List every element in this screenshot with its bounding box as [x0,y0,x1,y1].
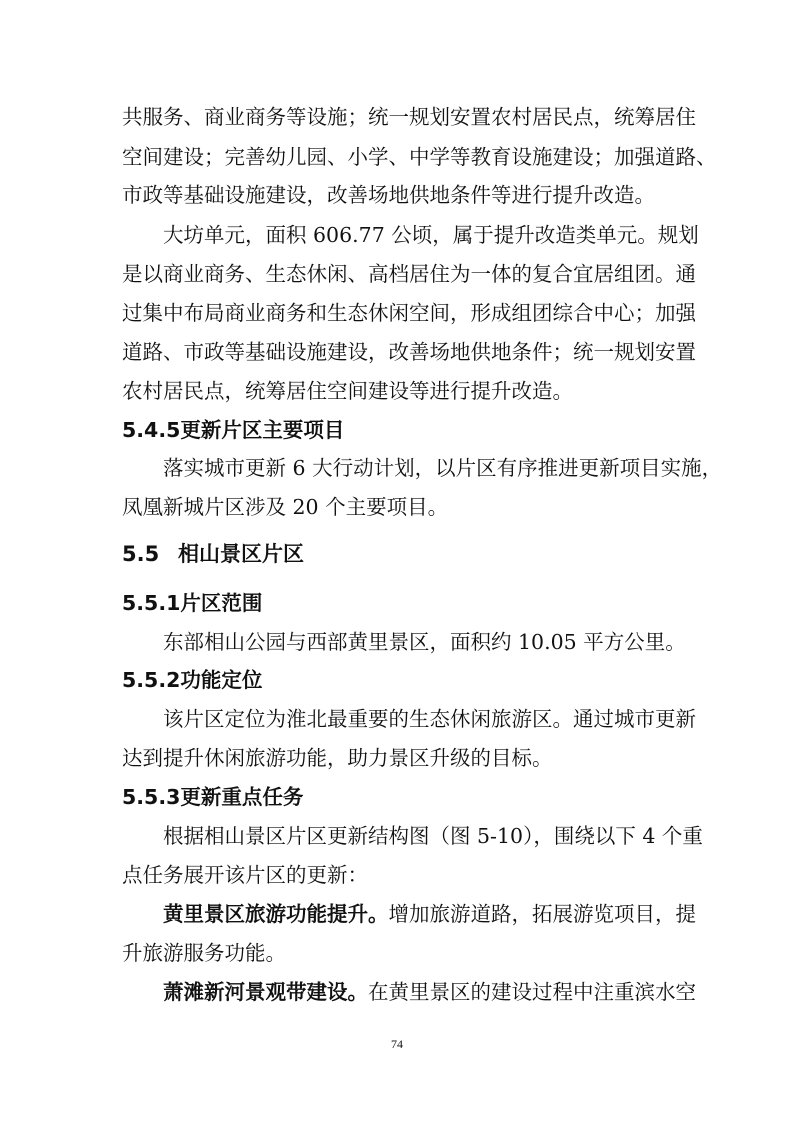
text-line: 根据相山景区片区更新结构图（图 5-10），围绕以下 4 个重 [163,824,703,848]
text-line: 是以商业商务、生态休闲、高档居住为一体的复合宜居组团。通 [122,262,696,286]
text-line: 过集中布局商业商务和生态休闲空间，形成组团综合中心；加强 [122,301,696,325]
line-rest: 在黄里景区的建设过程中注重滨水空 [368,980,696,1004]
section-heading-5-5-1: 5.5.1片区范围 [122,591,263,615]
section-heading-5-5 [122,540,304,568]
text-line: 大坊单元，面积 606.77 公顷，属于提升改造类单元。规划 [163,223,699,247]
text-line: 落实城市更新 6 大行动计划，以片区有序推进更新项目实施， [163,456,723,480]
section-title: 相山景区片区 [178,542,304,566]
page-number: 74 [391,1037,403,1051]
text-line: 市政等基础设施建设，改善场地供地条件等进行提升改造。 [122,183,655,207]
bold-lead: 黄里景区旅游功能提升。 [163,902,389,926]
text-line: 达到提升休闲旅游功能，助力景区升级的目标。 [122,746,553,770]
text-line: 共服务、商业商务等设施；统一规划安置农村居民点，统筹居住 [122,105,696,129]
text-line: 升旅游服务功能。 [122,941,286,965]
text-line [163,978,696,1006]
section-heading-5-5-2: 5.5.2功能定位 [122,668,263,692]
text-line: 该片区定位为淮北最重要的生态休闲旅游区。通过城市更新 [163,707,696,731]
text-line: 凤凰新城片区涉及 20 个主要项目。 [122,495,449,519]
text-line: 农村居民点，统筹居住空间建设等进行提升改造。 [122,379,573,403]
text-line: 空间建设；完善幼儿园、小学、中学等教育设施建设；加强道路、 [122,145,717,169]
text-line: 点任务展开该片区的更新： [122,863,368,887]
section-number: 5.5 [122,542,160,566]
line-rest: 增加旅游道路，拓展游览项目，提 [388,902,696,926]
bold-lead: 萧滩新河景观带建设。 [163,980,368,1004]
text-line [163,900,696,928]
text-line: 东部相山公园与西部黄里景区，面积约 10.05 平方公里。 [163,630,686,654]
section-heading-5-5-3: 5.5.3更新重点任务 [122,785,304,809]
section-heading-5-4-5: 5.4.5更新片区主要项目 [122,418,345,442]
text-line: 道路、市政等基础设施建设，改善场地供地条件；统一规划安置 [122,340,696,364]
